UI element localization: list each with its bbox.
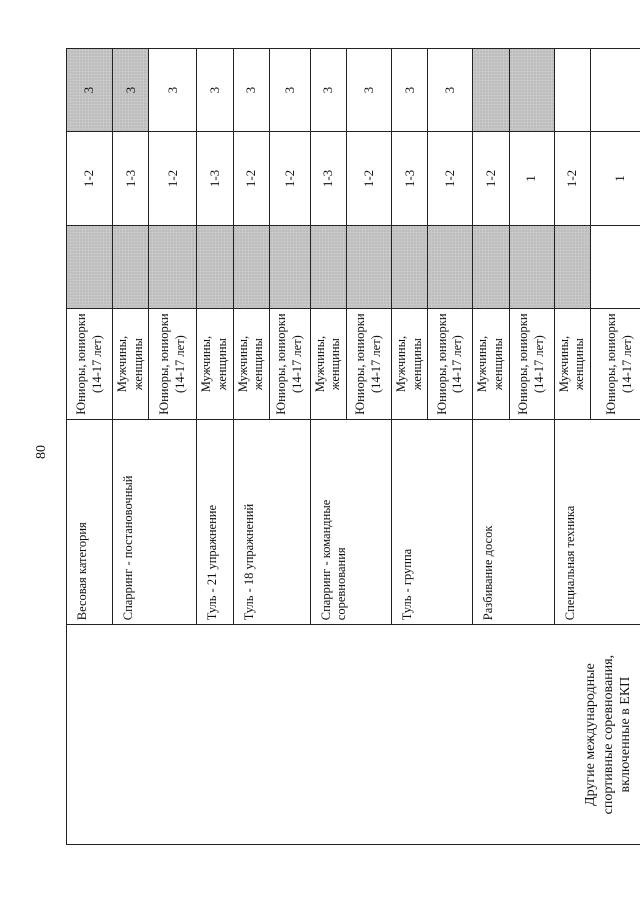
number-cell: 3 (310, 49, 346, 132)
shaded-cell (113, 225, 149, 308)
table-row (67, 49, 113, 845)
age-cell: Юниоры, юниорки (14-17 лет) (67, 308, 113, 419)
discipline-cell: Весовая категория (67, 420, 113, 625)
shaded-cell (67, 225, 113, 308)
empty-cell (590, 225, 640, 308)
shaded-cell (473, 225, 509, 308)
number-cell: 1-3 (310, 132, 346, 226)
age-cell: Мужчины, женщины (554, 308, 590, 419)
number-cell (590, 49, 640, 132)
shaded-cell (509, 225, 554, 308)
number-cell: 1 (509, 132, 554, 226)
competition-table (66, 48, 640, 845)
age-cell: Мужчины, женщины (473, 308, 509, 419)
age-cell: Юниоры, юниорки (14-17 лет) (590, 308, 640, 419)
number-cell: 3 (233, 49, 269, 132)
shaded-cell (428, 225, 473, 308)
age-cell: Юниоры, юниорки (14-17 лет) (149, 308, 197, 419)
discipline-cell: Разбивание досок (473, 420, 554, 625)
shaded-cell (233, 225, 269, 308)
number-cell: 1-2 (428, 132, 473, 226)
age-cell: Юниоры, юниорки (14-17 лет) (269, 308, 310, 419)
number-cell: 1-2 (269, 132, 310, 226)
number-cell (473, 49, 509, 132)
rotated-table-wrapper (66, 48, 634, 845)
number-cell: 1-2 (149, 132, 197, 226)
age-cell: Мужчины, женщины (113, 308, 149, 419)
age-cell: Юниоры, юниорки (14-17 лет) (347, 308, 392, 419)
number-cell: 3 (269, 49, 310, 132)
number-cell: 1 (590, 132, 640, 226)
number-cell: 3 (392, 49, 428, 132)
age-cell: Юниоры, юниорки (14-17 лет) (509, 308, 554, 419)
number-cell (554, 49, 590, 132)
discipline-cell: Туль - 18 упражнений (233, 420, 310, 625)
number-cell: 3 (197, 49, 233, 132)
number-cell: 3 (149, 49, 197, 132)
discipline-cell: Туль - группа (392, 420, 473, 625)
number-cell: 3 (67, 49, 113, 132)
discipline-cell: Специальная техника (554, 420, 640, 625)
shaded-cell (554, 225, 590, 308)
number-cell: 3 (347, 49, 392, 132)
number-cell: 1-2 (554, 132, 590, 226)
shaded-cell (269, 225, 310, 308)
shaded-cell (197, 225, 233, 308)
number-cell: 1-3 (113, 132, 149, 226)
discipline-cell: Туль - 21 упражнение (197, 420, 233, 625)
shaded-cell (347, 225, 392, 308)
number-cell (509, 49, 554, 132)
shaded-cell (149, 225, 197, 308)
age-cell: Юниоры, юниорки (14-17 лет) (428, 308, 473, 419)
age-cell: Мужчины, женщины (197, 308, 233, 419)
number-cell: 1-3 (197, 132, 233, 226)
age-cell: Мужчины, женщины (233, 308, 269, 419)
shaded-cell (310, 225, 346, 308)
age-cell: Мужчины, женщины (310, 308, 346, 419)
shaded-cell (392, 225, 428, 308)
number-cell: 1-2 (67, 132, 113, 226)
number-cell: 3 (113, 49, 149, 132)
number-cell: 1-2 (233, 132, 269, 226)
number-cell: 3 (428, 49, 473, 132)
discipline-cell: Спарринг - командные соревнования (310, 420, 391, 625)
page-number: 80 (34, 445, 49, 459)
group-label: Другие международные спортивные соревнования, включенные в ЕКП (67, 625, 640, 845)
number-cell: 1-2 (473, 132, 509, 226)
age-cell: Мужчины, женщины (392, 308, 428, 419)
number-cell: 1-3 (392, 132, 428, 226)
number-cell: 1-2 (347, 132, 392, 226)
discipline-cell: Спарринг - постановочный (113, 420, 197, 625)
